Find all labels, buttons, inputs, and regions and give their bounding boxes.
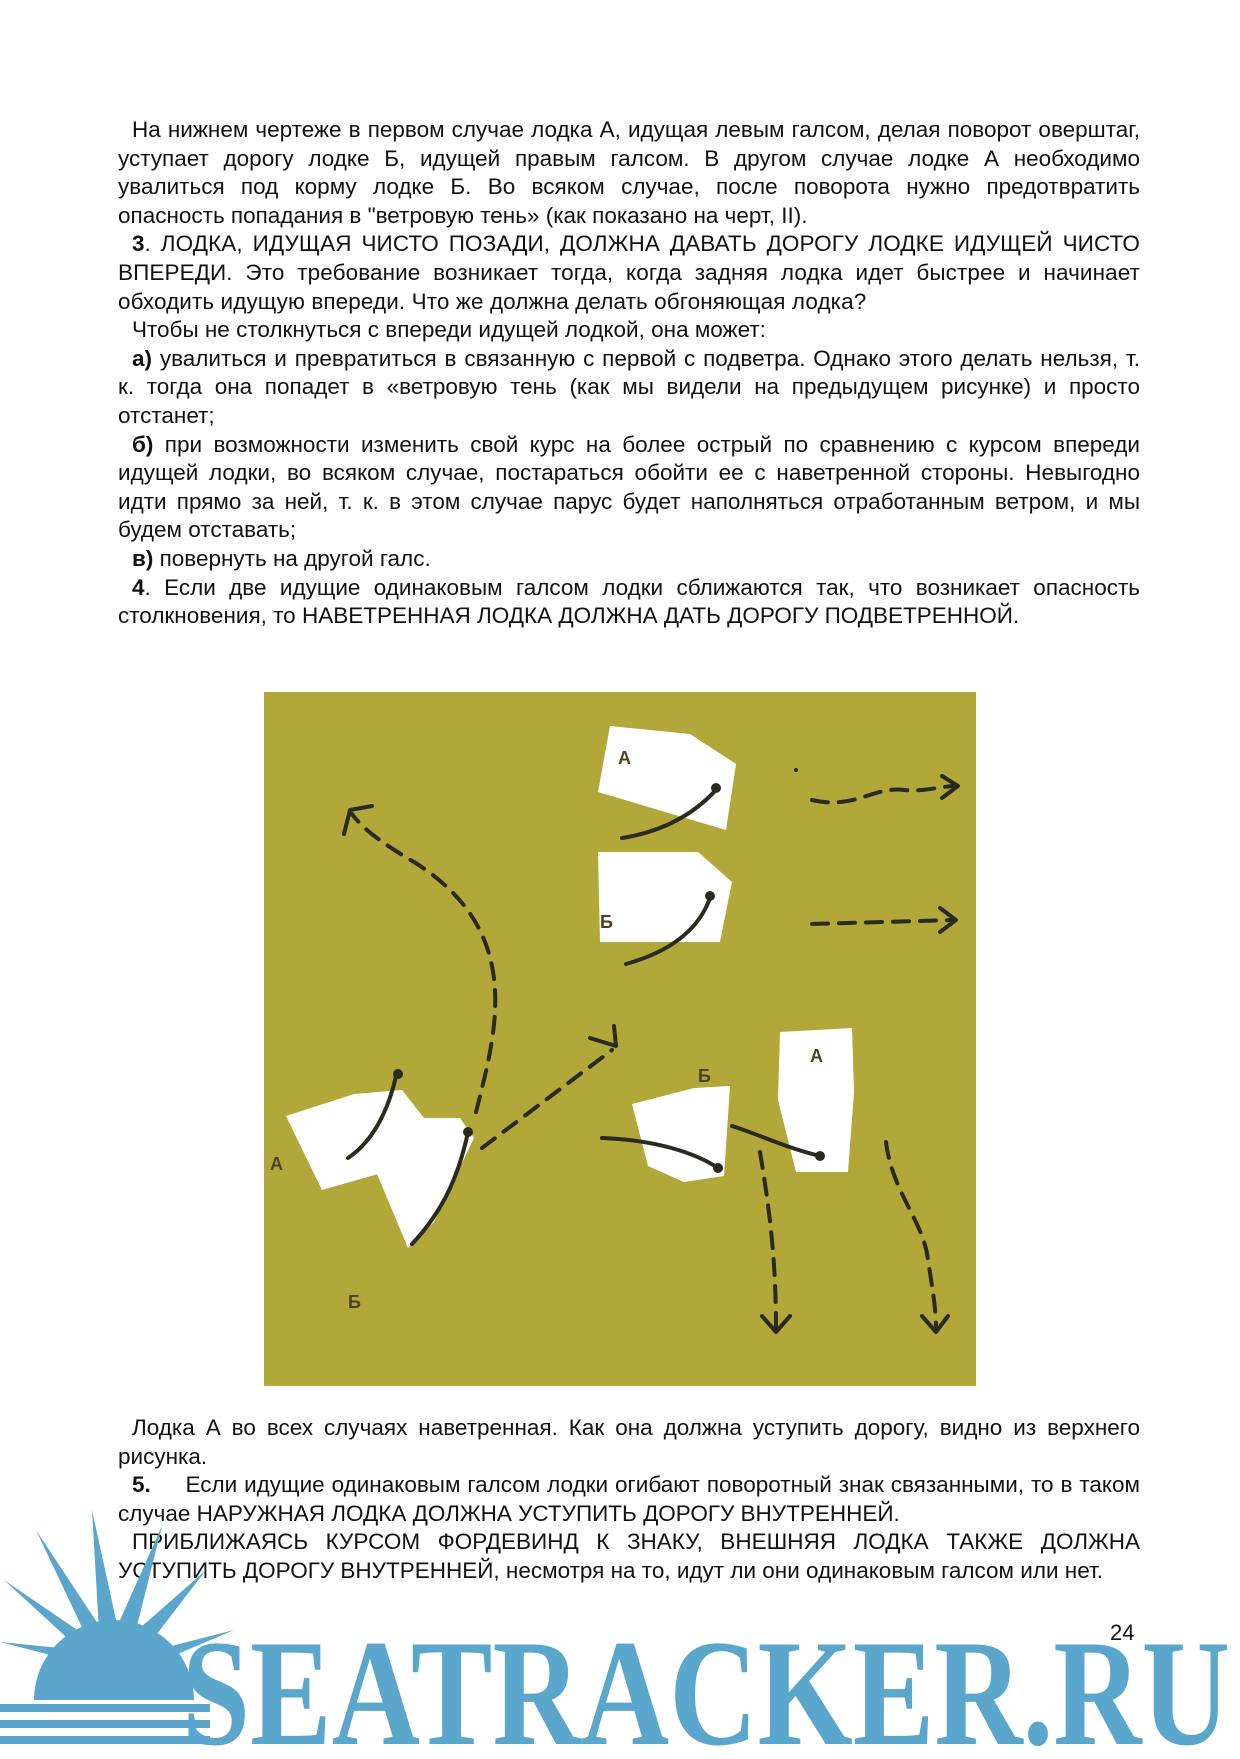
mast-dot <box>711 783 721 793</box>
arrowhead-icon <box>590 1026 616 1046</box>
watermark <box>0 1470 1240 1754</box>
paragraph-text: Если идущие одинаковым галсом лодки огибают поворотный знак связанными, то в таком случае НАРУЖНАЯ ЛОДКА ДОЛЖНА УСТУПИТЬ ДОРОГУ ВНУТРЕННЕЙ. <box>118 1472 1147 1526</box>
mast-dot <box>713 1163 723 1173</box>
sun-stripe <box>0 1736 210 1744</box>
watermark-svg <box>0 1470 1240 1754</box>
sail-top-a <box>598 726 736 830</box>
paragraph-text: увалиться и превратиться в связанную с первой с подветра. Однако этого делать нельзя, т. к. тогда она попадет в «ветровую тень (как мы видели на предыдущем рисунке) и просто отстанет; <box>118 345 1140 428</box>
paragraph <box>118 230 1140 316</box>
course-path-left-a <box>352 814 495 1112</box>
paragraph-text: . ЛОДКА, ИДУЩАЯ ЧИСТО ПОЗАДИ, ДОЛЖНА ДАВАТЬ ДОРОГУ ЛОДКЕ ИДУЩЕЙ ЧИСТО ВПЕРЕДИ. Это требование возникает тогда, когда задняя лодка идет быстрее и начинает обходить идущую впереди. Что же должна делать обгоняющая лодка? <box>118 231 1140 314</box>
text-block-top <box>118 116 1140 631</box>
list-marker: в) <box>132 545 154 571</box>
rule-number: 4 <box>132 574 145 600</box>
spot <box>794 768 798 772</box>
mast-dot <box>815 1151 825 1161</box>
paragraph <box>118 431 1140 545</box>
list-marker: б) <box>132 431 154 457</box>
rule-number: 3 <box>132 231 145 257</box>
paragraph-text: . Если две идущие одинаковым галсом лодки сближаются так, что возникает опасность столкновения, то НАВЕТРЕННАЯ ЛОДКА ДОЛЖНА ДАТЬ ДОРОГУ ПОДВЕТРЕННОЙ. <box>118 574 1140 629</box>
course-path-top-a <box>812 786 956 802</box>
rule-number: 5. <box>132 1472 151 1498</box>
course-path-right-a <box>886 1142 936 1328</box>
label-top-a: А <box>618 748 631 768</box>
sailing-diagram <box>264 692 976 1386</box>
paragraph-text: На нижнем чертеже в первом случае лодка А, идущая левым галсом, делая поворот оверштаг, уступает дорогу лодке Б, идущей правым галсом. В другом случае лодке А необходимо увалиться под корму лодке Б. Во всяком случае, после поворота нужно предотвратить опасность попадания в "ветровую тень» (как показано на черт, II). <box>118 117 1140 228</box>
paragraph <box>118 116 1140 230</box>
sun-disc <box>34 1620 194 1700</box>
label-right-a: А <box>810 1046 823 1066</box>
label-left-b: Б <box>348 1292 361 1312</box>
watermark-text: SEATRACKER.RU <box>182 1609 1230 1754</box>
sailing-diagram-svg <box>264 692 976 1386</box>
paragraph-text: Чтобы не столкнуться с впереди идущей лодкой, она может: <box>132 317 766 343</box>
paragraph <box>118 345 1140 431</box>
sun-stripe <box>0 1704 210 1712</box>
list-marker: а) <box>132 345 153 371</box>
label-left-a: А <box>270 1154 283 1174</box>
mast-points <box>393 768 825 1173</box>
mast-dot <box>705 891 715 901</box>
paragraph <box>118 1414 1140 1471</box>
course-path-right-b <box>760 1152 776 1328</box>
paragraph <box>118 574 1140 631</box>
label-top-b: Б <box>600 912 613 932</box>
sun-stripe <box>0 1720 210 1728</box>
paragraph <box>118 545 1140 574</box>
course-path-left-b <box>482 1050 612 1148</box>
page-number: 24 <box>1110 1620 1135 1645</box>
mast-dot <box>393 1069 403 1079</box>
paragraph-text: повернуть на другой галс. <box>153 545 431 571</box>
paragraph <box>118 316 1140 345</box>
boat-labels <box>270 748 823 1312</box>
paragraph-text: при возможности изменить свой курс на более острый по сравнению с курсом впереди идущей лодки, во всяком случае, постараться обойти ее с наветренной стороны. Невыгодно идти прямо за ней, т. к. в этом случае парус будет наполняться отработанным ветром, и мы будем отставать; <box>118 431 1140 543</box>
course-path-top-b <box>812 920 954 924</box>
paragraph-text: Лодка А во всех случаях наветренная. Как она должна уступить дорогу, видно из верхнего рисунка. <box>118 1415 1140 1469</box>
mast-dot <box>463 1127 473 1137</box>
paragraph-text: ПРИБЛИЖАЯСЬ КУРСОМ ФОРДЕВИНД К ЗНАКУ, ВНЕШНЯЯ ЛОДКА ТАКЖЕ ДОЛЖНА УСТУПИТЬ ДОРОГУ ВНУТРЕННЕЙ, несмотря на то, идут ли они одинаковым галсом или нет. <box>118 1529 1140 1583</box>
label-right-b: Б <box>698 1066 711 1086</box>
